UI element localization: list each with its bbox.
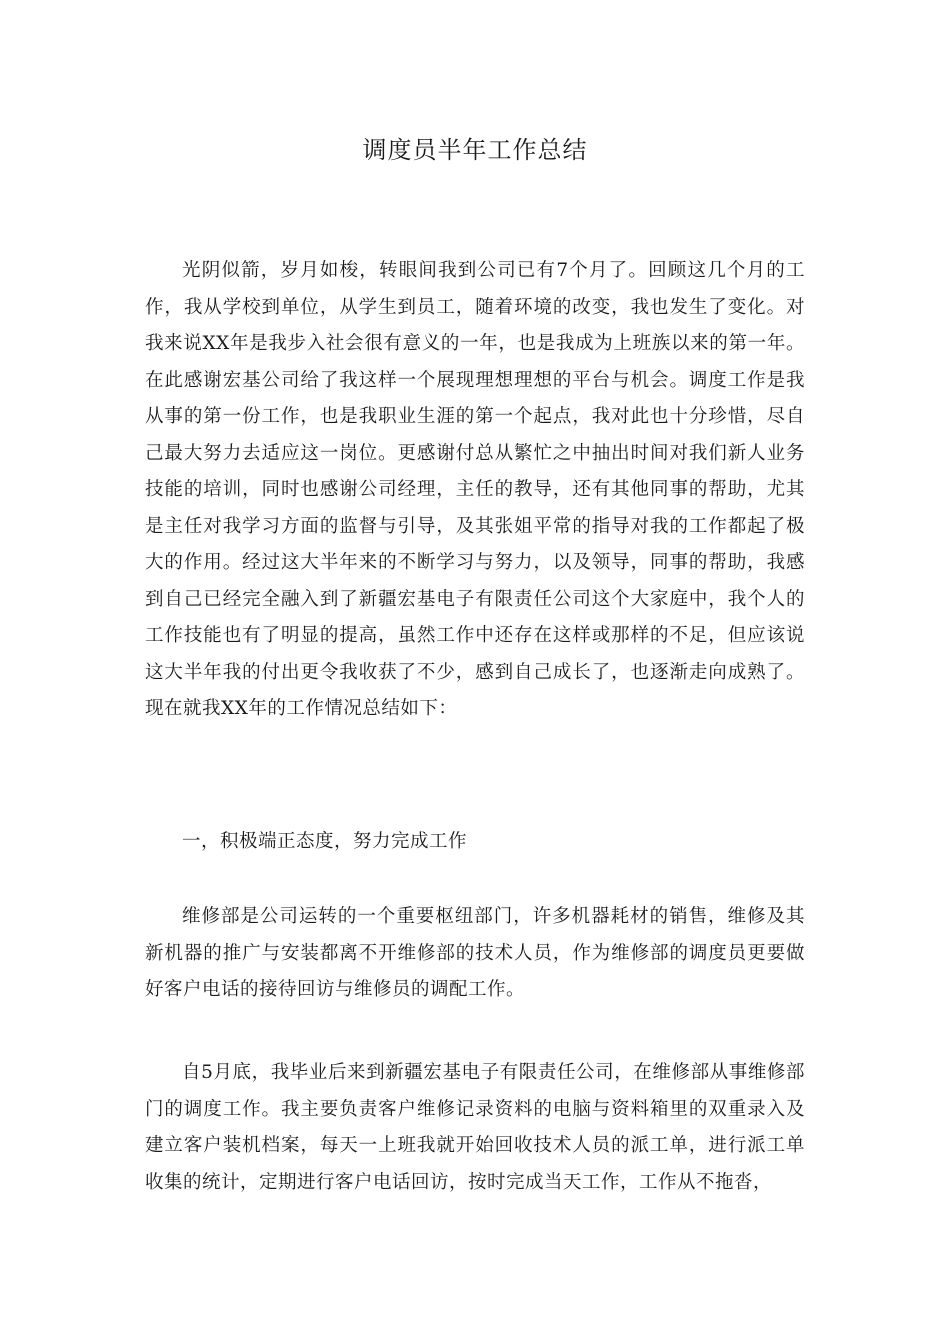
document-title: 调度员半年工作总结 — [362, 136, 588, 164]
section-heading: 一，积极端正态度，努力完成工作 — [182, 831, 468, 852]
paragraph-intro: 光阴似箭，岁月如梭，转眼间我到公司已有7个月了。回顾这几个月的工作，我从学校到单位，从学生到员工，随着环境的改变，我也发生了变化。对我来说XX年是我步入社会很有意义的一年，也是我成为上班族以来的第一年。在此感谢宏基公司给了我这样一个展现理想理想的平台与机会。调度工作是我从事的第一份工作，也是我职业生涯的第一个起点，我对此也十分珍惜，尽自己最大努力去适应这一岗位。更感谢付总从繁忙之中抽出时间对我们新人业务技能的培训，同时也感谢公司经理，主任的教导，还有其他同事的帮助，尤其是主任对我学习方面的监督与引导，及其张姐平常的指导对我的工作都起了极大的作用。经过这大半年来的不断学习与努力，以及领导，同事的帮助，我感到自己已经完全融入到了新疆宏基电子有限责任公司这个大家庭中，我个人的工作技能也有了明显的提高，虽然工作中还存在这样或那样的不足，但应该说这大半年我的付出更令我收获了不少，感到自己成长了，也逐渐走向成熟了。现在就我XX年的工作情况总结如下： — [145, 260, 805, 719]
paragraph-department: 维修部是公司运转的一个重要枢纽部门，许多机器耗材的销售，维修及其新机器的推广与安装都离不开维修部的技术人员，作为维修部的调度员更要做好客户电话的接待回访与维修员的调配工作。 — [145, 906, 805, 1000]
paragraph-duties: 自5月底，我毕业后来到新疆宏基电子有限责任公司，在维修部从事维修部门的调度工作。我主要负责客户维修记录资料的电脑与资料箱里的双重录入及建立客户装机档案，每天一上班我就开始回收技术人员的派工单，进行派工单收集的统计，定期进行客户电话回访，按时完成当天工作，工作从不拖沓， — [145, 1062, 805, 1193]
